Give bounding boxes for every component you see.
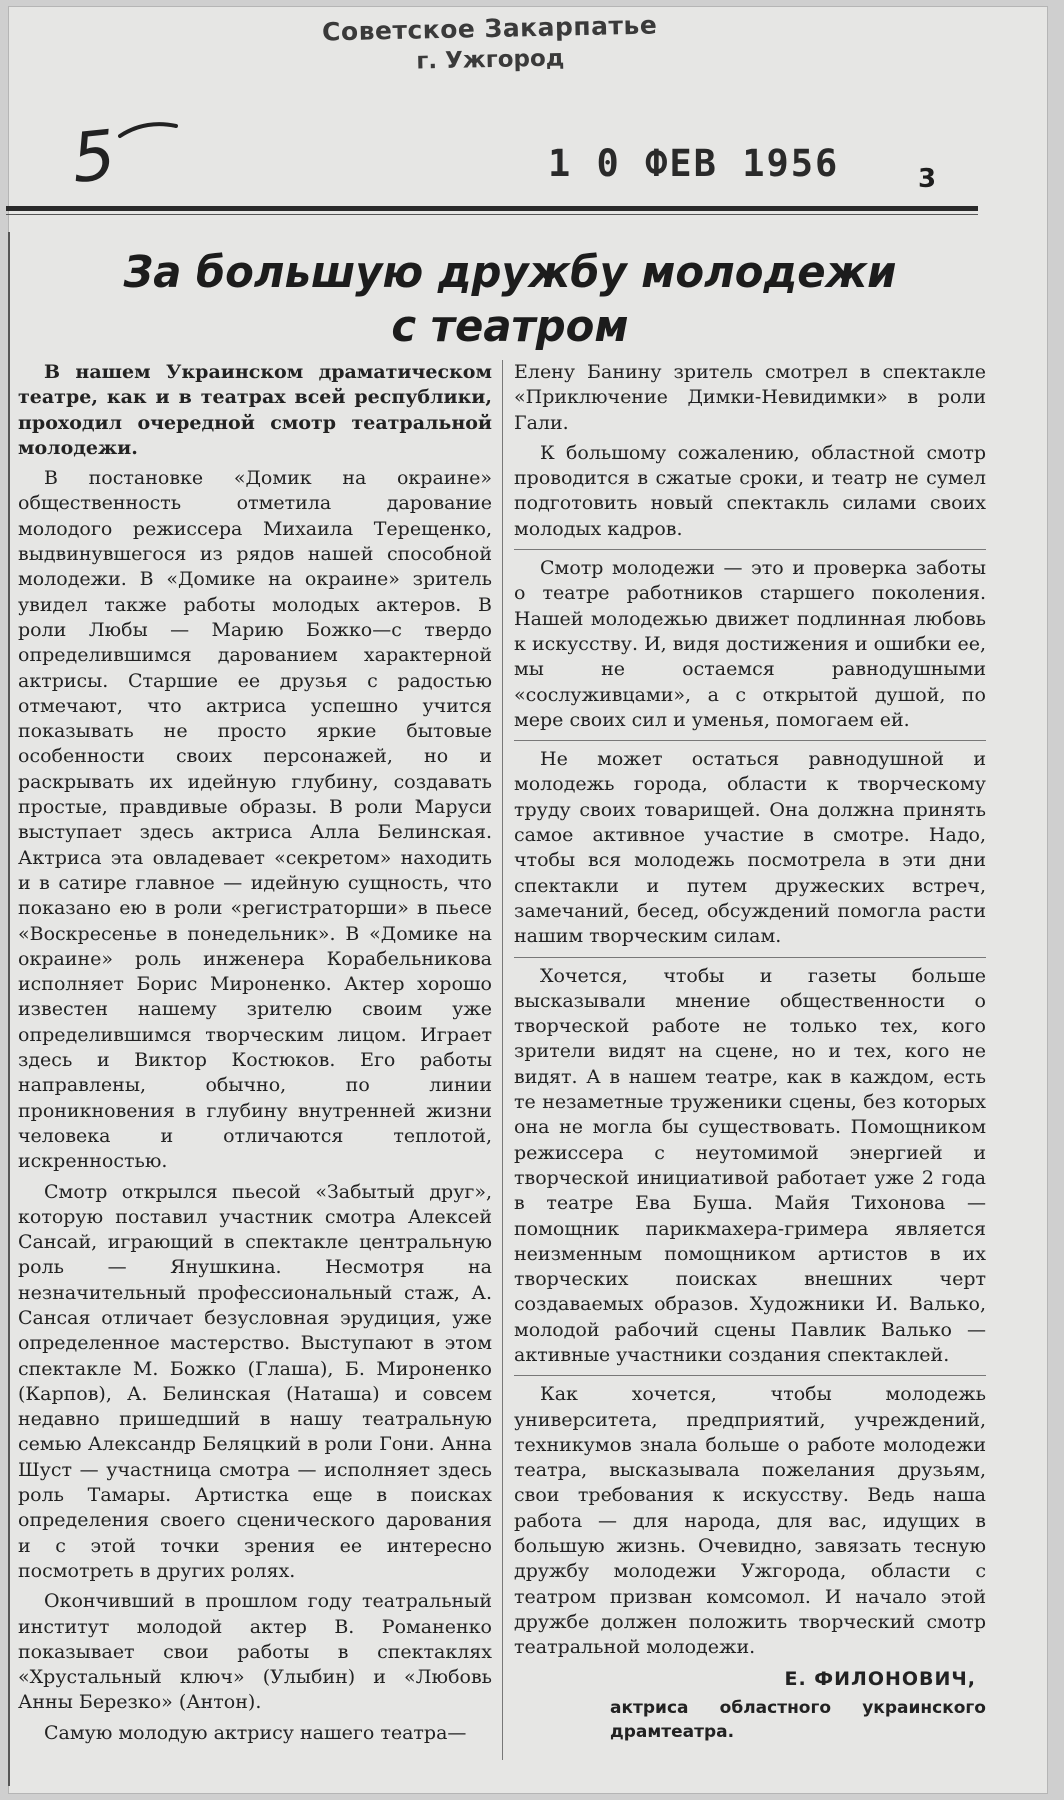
paragraph-rule (514, 740, 986, 741)
header-rule-thin (6, 214, 978, 215)
paragraph-rule (514, 549, 986, 550)
article-paragraph: Смотр открылся пьесой «Забытый друг», которую поставил участник смотра Алексей Сансай, играющий в спектакле центральную роль — Янушкина. Несмотря на незначительный профессиональный стаж, А. Сансая отличает безусловная эрудиция, уже определенное мастерство. Выступают в этом спектакле М. Божко (Глаша), Б. Мироненко (Карпов), А. Белинская (Наташа) и совсем недавно пришедший в нашу театральную семью Александр Беляцкий в роли Гони. Анна Шуст — участница смотра — исполняет здесь роль Тамары. Артистка еще в поисках определения своего сценического дарования и с этой точки зрения ее интересно посмотреть в других ролях. (18, 1180, 492, 1582)
article-title (83, 246, 938, 354)
author-title: актриса областного украинского драмтеатра. (610, 1697, 986, 1742)
article-paragraph: Смотр молодежи — это и проверка заботы о театре работников старшего поколения. Нашей молодежью движет подлинная любовь к искусству. И, видя достижения и ошибки ее, мы не остаемся равнодушными «сослуживцами», а с открытой душой, по мере своих сил и уменья, помогаем ей. (514, 557, 986, 731)
date-stamp: 1 0 ФЕВ 1956 (548, 142, 840, 185)
article-paragraph: В постановке «Домик на окраине» общественность отметила дарование молодого режиссера Михаила Терещенко, выдвинувшегося из рядов нашей способной молодежи. В «Домике на окраине» зритель увидел также работы молодых актеров. В роли Любы — Марию Божко—с твердо определившимся дарованием характерной актрисы. Старшие ее друзья с радостью отмечают, что актриса успешно учится показывать не просто яркие бытовые особенности своих персонажей, но и раскрывать их идейную глубину, создавать простые, правдивые образы. В роли Маруси выступает здесь актриса Алла Белинская. Актриса эта овладевает «секретом» находить и в сатире главное — идейную сущность, что показано ею в роли «регистраторши» в пьесе «Воскресенье в понедельник». В «Домике на окраине» роль инженера Корабельникова исполняет Борис Мироненко. Актер хорошо известен нашему зрителю своим уже определившимся творческим лицом. Играет здесь и Виктор Костюков. Его работы направлены, обычно, по линии проникновения в глубину внутренней жизни человека и отличаются теплотой, искренностью. (18, 467, 492, 1173)
header-rule (6, 206, 978, 211)
newspaper-stamp (319, 10, 660, 76)
stamp-city: г. Ужгород (416, 45, 565, 75)
article-paragraph: Елену Банину зритель смотрел в спектакле «Приключение Димки-Невидимки» в роли Гали. (514, 361, 986, 434)
paragraph-rule (514, 957, 986, 958)
article-paragraph: Не может остаться равнодушной и молодежь города, области к творческому труду своих товарищей. Она должна принять самое активное участие в смотре. Надо, чтобы вся молодежь посмотрела в эти дни спектакли и путем дружеских встреч, замечаний, бесед, обсуждений помогла расти нашим творческим силам. (514, 748, 986, 948)
article-column-left (18, 360, 492, 1746)
article-title-line-2: с театром (391, 301, 629, 352)
stamp-paper-name: Советское Закарпатье (321, 10, 658, 47)
author-signature: Е. ФИЛОНОВИЧ, (784, 1667, 976, 1690)
paragraph-rule (514, 1375, 986, 1376)
handwritten-number: 5 (67, 115, 120, 200)
handwritten-stroke (118, 120, 178, 140)
article-paragraph: Самую молодую актрису нашего театра— (44, 1721, 467, 1744)
page-number: 3 (918, 164, 937, 194)
article-paragraph: Окончивший в прошлом году театральный институт молодой актер В. Романенко показывает свои работы в спектаклях «Хрустальный ключ» (Улыбин) и «Любовь Анны Березко» (Антон). (18, 1590, 492, 1714)
article-column-right (514, 360, 986, 1744)
article-title-line-1: За большую дружбу молодежи (123, 247, 897, 298)
article-paragraph: В нашем Украинском драматическом театре, как и в театрах всей республики, проходил очередной смотр театральной молодежи. (18, 361, 492, 459)
column-divider (502, 360, 503, 1760)
article-paragraph: Как хочется, чтобы молодежь университета, предприятий, учреждений, техникумов знала больше о работе молодежи театра, высказывала пожелания друзьям, свои требования к искусству. Ведь наша работа — для народа, для вас, идущих в большую жизнь. Очевидно, завязать тесную дружбу молодежи Ужгорода, области с театром призван комсомол. И начало этой дружбе должен положить творческий смотр театральной молодежи. (514, 1383, 986, 1659)
article-paragraph: Хочется, чтобы и газеты больше высказывали мнение общественности о творческой работе не только тех, кого зрители видят на сцене, но и тех, кого не видят. А в нашем театре, как в каждом, есть те незаметные труженики сцены, без которых она не могла бы существовать. Помощником режиссера с неутомимой энергией и творческой инициативой работает уже 2 года в театре Ева Буша. Майя Тихонова — помощник парикмахера-гримера является неизменным помощником артистов в их творческих поисках внешних черт создаваемых образов. Художники И. Валько, молодой рабочий сцены Павлик Валько — активные участники создания спектаклей. (514, 964, 986, 1366)
article-paragraph: К большому сожалению, областной смотр проводится в сжатые сроки, и театр не сумел подготовить новый спектакль силами своих молодых кадров. (514, 441, 986, 540)
left-edge-line (8, 232, 10, 1786)
